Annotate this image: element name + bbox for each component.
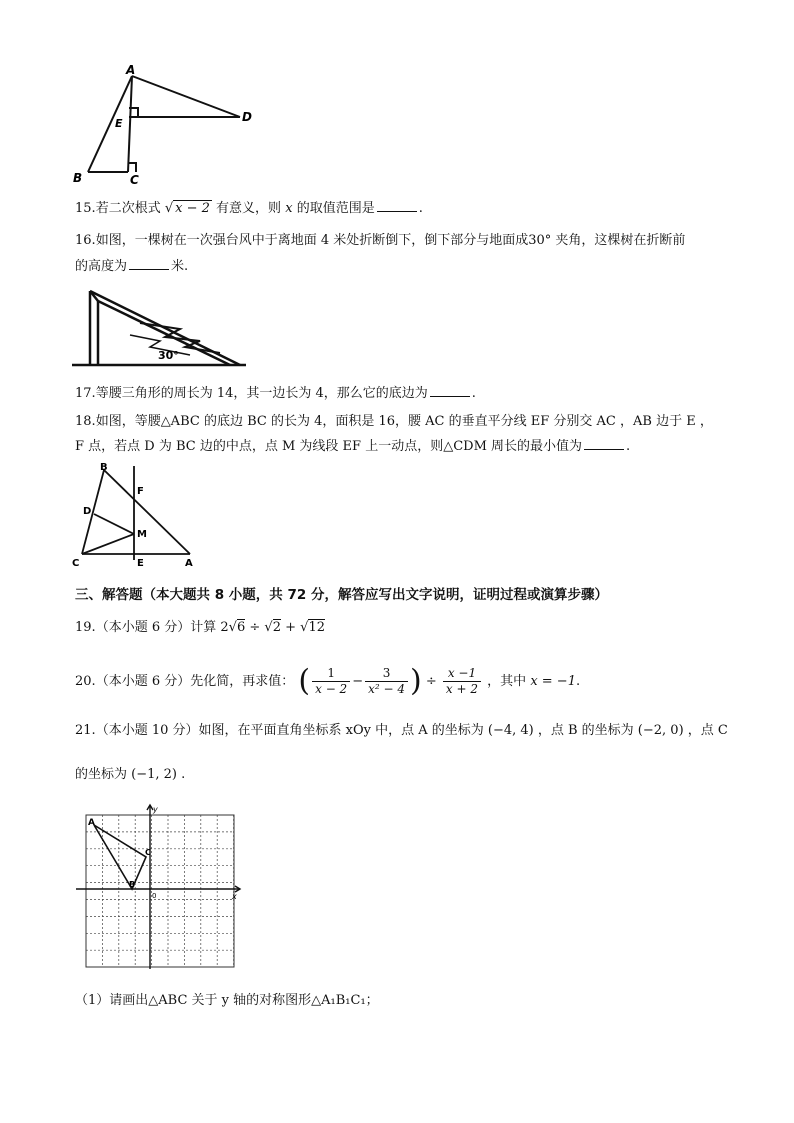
q19-expr: 2√6 ÷ √2 + √12 (220, 620, 326, 635)
answer-blank (377, 199, 417, 212)
question-20 (75, 662, 580, 702)
figure-q16 (70, 285, 250, 370)
label-A: A (88, 818, 95, 828)
figure-q18 (70, 462, 210, 572)
q15-text-after: 的取值范围是 (296, 201, 375, 216)
fraction-3: $\frac{x -1}{x + 2}$ (443, 666, 481, 697)
q21-1-text: （1）请画出△ABC 关于 y 轴的对称图形△A₁B₁C₁； (75, 993, 379, 1008)
paren-close: ) (410, 663, 422, 699)
question-16-line2 (75, 254, 188, 280)
section-heading: 三、解答题（本大题共 8 小题，共 72 分，解答应写出文字说明，证明过程或演算步骤） (75, 587, 608, 603)
q18-number: 18. (75, 414, 96, 429)
q15-radicand: x − 2 (175, 201, 210, 216)
label-C: C (130, 173, 139, 187)
label-C: C (72, 558, 80, 569)
q18-line2-before: F 点，若点 D 为 BC 边的中点，点 M 为线段 EF 上一动点，则△CDM 周长的最小值为 (75, 439, 583, 454)
label-A: A (185, 558, 193, 569)
q21-line1: 如图，在平面直角坐标系 xOy 中，点 A 的坐标为 (−4, 4) ，点 B 的坐标为 (−2, 0) ，点 C (198, 723, 728, 738)
q15-text-mid: 有意义，则 (216, 201, 282, 216)
label-F: F (137, 486, 144, 497)
q16-line1: 如图，一棵树在一次强台风中于离地面 4 米处折断倒下，倒下部分与地面成30° 夹角，这棵树在折断前 (95, 233, 686, 248)
q20-minus: − (352, 674, 364, 689)
q20-cond: ，其中 (487, 674, 527, 689)
q15-sqrt: √ x − 2 (164, 201, 210, 216)
q21-number: 21. (75, 723, 96, 738)
q19-points: （本小题 6 分） (95, 620, 191, 635)
grid-border (86, 815, 234, 967)
q20-text: 先化简，再求值： (190, 674, 295, 689)
q15-text-before: 若二次根式 (95, 201, 161, 216)
q19-text: 计算 (190, 620, 217, 635)
figure-q14 (70, 62, 270, 187)
question-16 (75, 228, 685, 254)
q16-line2-after: 米. (171, 259, 189, 274)
label-B: B (100, 462, 108, 473)
question-18 (75, 409, 713, 435)
q19-rad1: 6 (236, 620, 246, 635)
q19-rad2: 2 (272, 620, 281, 635)
q17-text: 等腰三角形的周长为 14，其一边长为 4，那么它的底边为 (95, 386, 428, 401)
q16-line2-before: 的高度为 (75, 259, 128, 274)
answer-blank (430, 384, 470, 397)
angle-label: 30° (158, 349, 179, 362)
q21-points: （本小题 10 分） (95, 723, 199, 738)
q19-rad3: 12 (308, 620, 326, 635)
q15-number: 15. (75, 201, 96, 216)
q19-coef: 2 (220, 620, 229, 635)
label-E: E (115, 117, 123, 130)
label-B: B (73, 171, 83, 185)
question-15 (75, 196, 423, 222)
q21-line2: 的坐标为 (−1, 2) . (75, 767, 186, 782)
paren-open: ( (298, 663, 311, 699)
q20-end: . (575, 674, 581, 689)
origin-label: 0 (152, 892, 157, 900)
q20-points: （本小题 6 分） (95, 674, 191, 689)
label-A: A (126, 63, 136, 77)
q20-cond-eq: x = −1 (530, 674, 576, 689)
q17-number: 17. (75, 386, 96, 401)
q17-end: . (471, 386, 476, 401)
label-E: E (137, 558, 144, 569)
question-17 (75, 381, 476, 407)
question-18-line2 (75, 434, 630, 460)
label-C: C (145, 848, 151, 857)
q18-end: . (626, 439, 631, 454)
answer-blank (129, 257, 169, 270)
q15-end: . (418, 201, 423, 216)
triangle-abc (94, 825, 146, 889)
q19-number: 19. (75, 620, 96, 635)
q20-number: 20. (75, 674, 96, 689)
fraction-1: $\frac{1}{x - 2}$ (312, 666, 350, 697)
q19-op2: + (285, 620, 297, 635)
label-B: B (129, 880, 136, 889)
figure-q21-grid (74, 803, 244, 973)
q18-line1: 如图，等腰△ABC 的底边 BC 的长为 4，面积是 16，腰 AC 的垂直平分线 EF 分别交 AC ，AB 边于 E ， (95, 414, 713, 429)
axis-label-x: x (232, 892, 237, 901)
label-M: M (137, 529, 147, 540)
question-21-line2 (75, 762, 185, 788)
fraction-2: $\frac{3}{\text{x² − 4}}$ (365, 666, 408, 697)
question-19 (75, 615, 325, 641)
question-21 (75, 718, 728, 744)
answer-blank (584, 437, 624, 450)
label-D: D (83, 506, 92, 517)
q20-div: ÷ (425, 674, 437, 689)
q15-var: x (285, 201, 293, 216)
q19-op1: ÷ (249, 620, 261, 635)
label-D: D (242, 110, 252, 124)
axis-label-y: y (153, 805, 158, 814)
question-21-part-1 (75, 988, 379, 1014)
q16-number: 16. (75, 233, 96, 248)
